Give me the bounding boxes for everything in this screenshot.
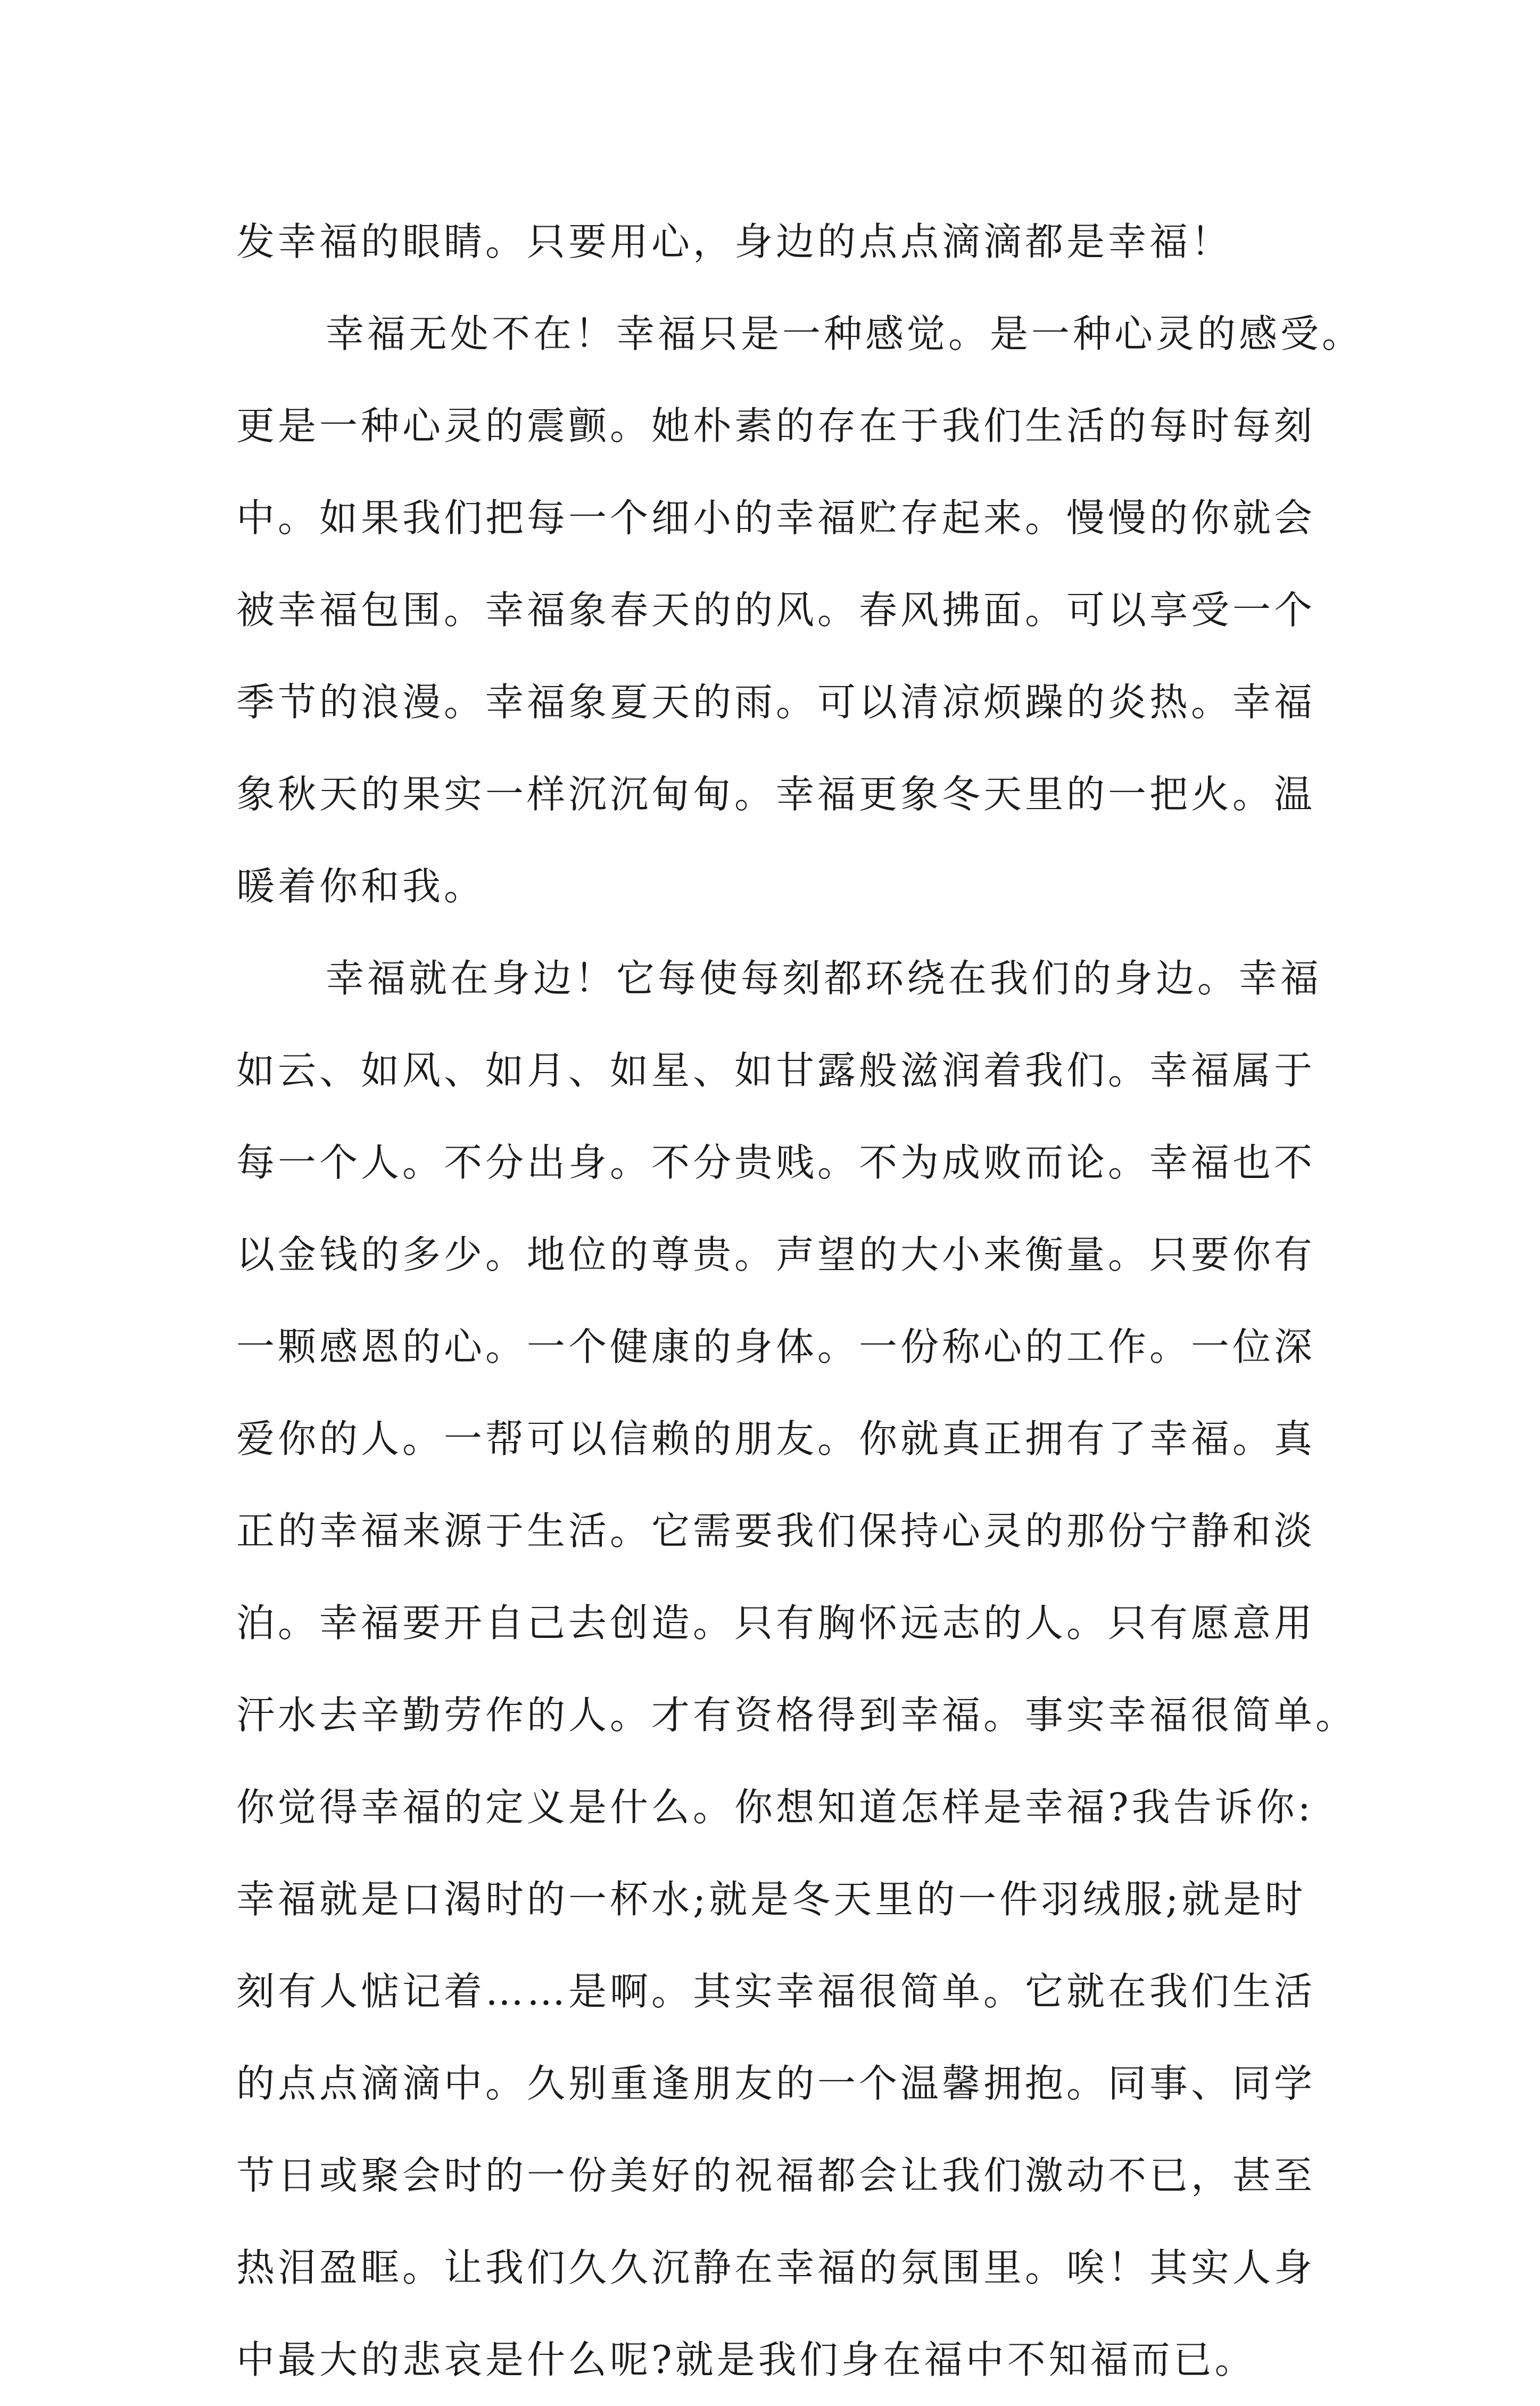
text-line: 泊。幸福要开自己去创造。只有胸怀远志的人。只有愿意用 bbox=[236, 1601, 1316, 1645]
paragraph-first-line: 幸福无处不在！幸福只是一种感觉。是一种心灵的感受。 bbox=[326, 311, 1364, 356]
text-line: 如云、如风、如月、如星、如甘露般滋润着我们。幸福属于 bbox=[236, 1048, 1316, 1093]
text-line: 节日或聚会时的一份美好的祝福都会让我们激动不已，甚至 bbox=[236, 2153, 1316, 2198]
text-line: 刻有人惦记着……是啊。其实幸福很简单。它就在我们生活 bbox=[236, 1969, 1316, 2014]
text-line: 中。如果我们把每一个细小的幸福贮存起来。慢慢的你就会 bbox=[236, 496, 1316, 540]
text-line: 幸福就是口渴时的一杯水;就是冬天里的一件羽绒服;就是时 bbox=[236, 1877, 1306, 1922]
text-line: 正的幸福来源于生活。它需要我们保持心灵的那份宁静和淡 bbox=[236, 1509, 1316, 1553]
text-line: 你觉得幸福的定义是什么。你想知道怎样是幸福?我告诉你: bbox=[236, 1785, 1314, 1830]
text-line: 以金钱的多少。地位的尊贵。声望的大小来衡量。只要你有 bbox=[236, 1232, 1316, 1277]
text-line: 汗水去辛勤劳作的人。才有资格得到幸福。事实幸福很简单。 bbox=[236, 1693, 1357, 1737]
text-line: 的点点滴滴中。久别重逢朋友的一个温馨拥抱。同事、同学 bbox=[236, 2061, 1316, 2106]
document-body bbox=[236, 196, 1364, 2406]
text-line: 发幸福的眼睛。只要用心，身边的点点滴滴都是幸福！ bbox=[236, 219, 1233, 264]
text-line: 季节的浪漫。幸福象夏天的雨。可以清凉烦躁的炎热。幸福 bbox=[236, 680, 1316, 724]
text-line: 被幸福包围。幸福象春天的的风。春风拂面。可以享受一个 bbox=[236, 588, 1316, 632]
text-line: 更是一种心灵的震颤。她朴素的存在于我们生活的每时每刻 bbox=[236, 403, 1316, 448]
text-line: 一颗感恩的心。一个健康的身体。一份称心的工作。一位深 bbox=[236, 1324, 1316, 1369]
paragraph-first-line: 幸福就在身边！它每使每刻都环绕在我们的身边。幸福 bbox=[326, 956, 1322, 1001]
text-line: 热泪盈眶。让我们久久沉静在幸福的氛围里。唉！其实人身 bbox=[236, 2245, 1316, 2290]
text-line: 象秋天的果实一样沉沉甸甸。幸福更象冬天里的一把火。温 bbox=[236, 772, 1316, 817]
text-line: 爱你的人。一帮可以信赖的朋友。你就真正拥有了幸福。真 bbox=[236, 1416, 1316, 1461]
text-line: 中最大的悲哀是什么呢?就是我们身在福中不知福而已。 bbox=[236, 2337, 1256, 2382]
text-line: 每一个人。不分出身。不分贵贱。不为成败而论。幸福也不 bbox=[236, 1140, 1316, 1185]
text-line: 暖着你和我。 bbox=[236, 864, 486, 909]
